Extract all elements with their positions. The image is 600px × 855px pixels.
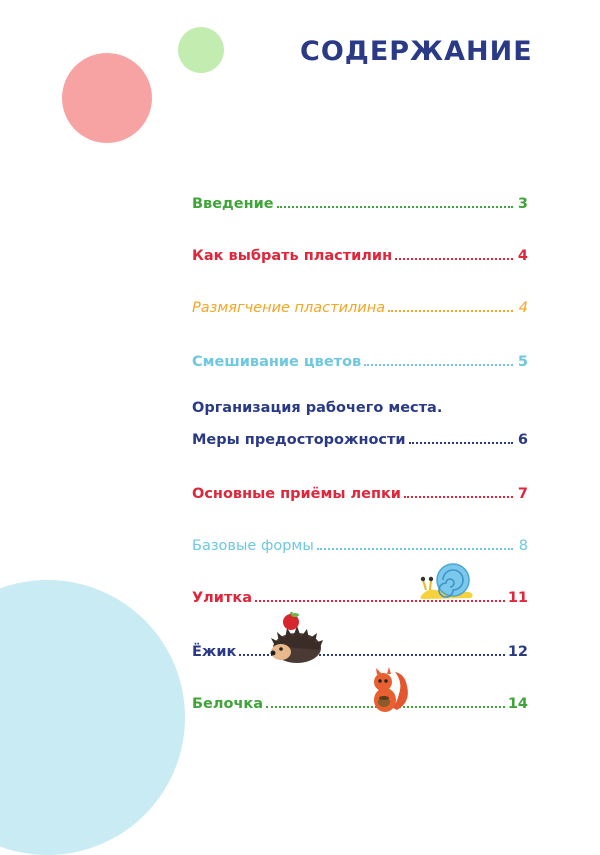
toc-leader: [364, 363, 513, 366]
toc-entry-page: 4: [517, 248, 528, 264]
toc-entry-label: Введение: [192, 196, 274, 212]
toc-entry-page: 5: [517, 354, 528, 370]
page-title: СОДЕРЖАНИЕ: [300, 36, 533, 67]
toc-entry-page: 8: [518, 538, 528, 554]
toc-entry-basic-shapes[interactable]: [192, 532, 528, 554]
toc-leader: [277, 205, 513, 208]
toc-entry-page: 14: [507, 696, 528, 712]
toc-entry-snail[interactable]: [192, 584, 528, 606]
toc-entry-safety[interactable]: [192, 426, 528, 448]
toc-entry-label: Меры предосторожности: [192, 432, 406, 448]
toc-leader: [317, 547, 513, 550]
toc-entry-page: 6: [517, 432, 528, 448]
toc-entry-color-mixing[interactable]: [192, 348, 528, 370]
toc-entry-label: Смешивание цветов: [192, 354, 362, 370]
decor-circle-red: [62, 53, 152, 143]
toc-entry-choose-plasticine[interactable]: [192, 242, 528, 264]
toc-entry-label: Размягчение пластилина: [192, 300, 386, 316]
toc-entry-hedgehog[interactable]: [192, 638, 528, 660]
toc-entry-page: 7: [517, 486, 528, 502]
toc-entry-label: Как выбрать пластилин: [192, 248, 393, 264]
hedgehog-icon: [267, 612, 325, 664]
decor-circle-blue: [0, 580, 185, 855]
toc-entry-label: Ёжик: [192, 644, 237, 660]
toc-entry-page: 3: [517, 196, 528, 212]
decor-circle-green: [178, 27, 224, 73]
snail-icon: [417, 560, 477, 602]
toc-entry-page: 11: [507, 590, 528, 606]
toc-leader: [404, 495, 513, 498]
toc-entry-label: Улитка: [192, 590, 252, 606]
toc-leader: [395, 257, 513, 260]
toc-entry-softening[interactable]: [192, 294, 528, 316]
toc-entry-label: Базовые формы: [192, 538, 314, 554]
toc-entry-squirrel[interactable]: [192, 690, 528, 712]
toc-entry-workplace-line1[interactable]: Организация рабочего места.: [192, 400, 443, 416]
toc-leader: [388, 309, 513, 312]
toc-entry-intro[interactable]: [192, 190, 528, 212]
toc-leader: [409, 441, 513, 444]
toc-entry-techniques[interactable]: [192, 480, 528, 502]
toc-entry-page: 4: [518, 300, 528, 316]
toc-entry-label: Белочка: [192, 696, 264, 712]
squirrel-icon: [367, 664, 411, 716]
toc-entry-label: Основные приёмы лепки: [192, 486, 401, 502]
toc-entry-page: 12: [507, 644, 528, 660]
